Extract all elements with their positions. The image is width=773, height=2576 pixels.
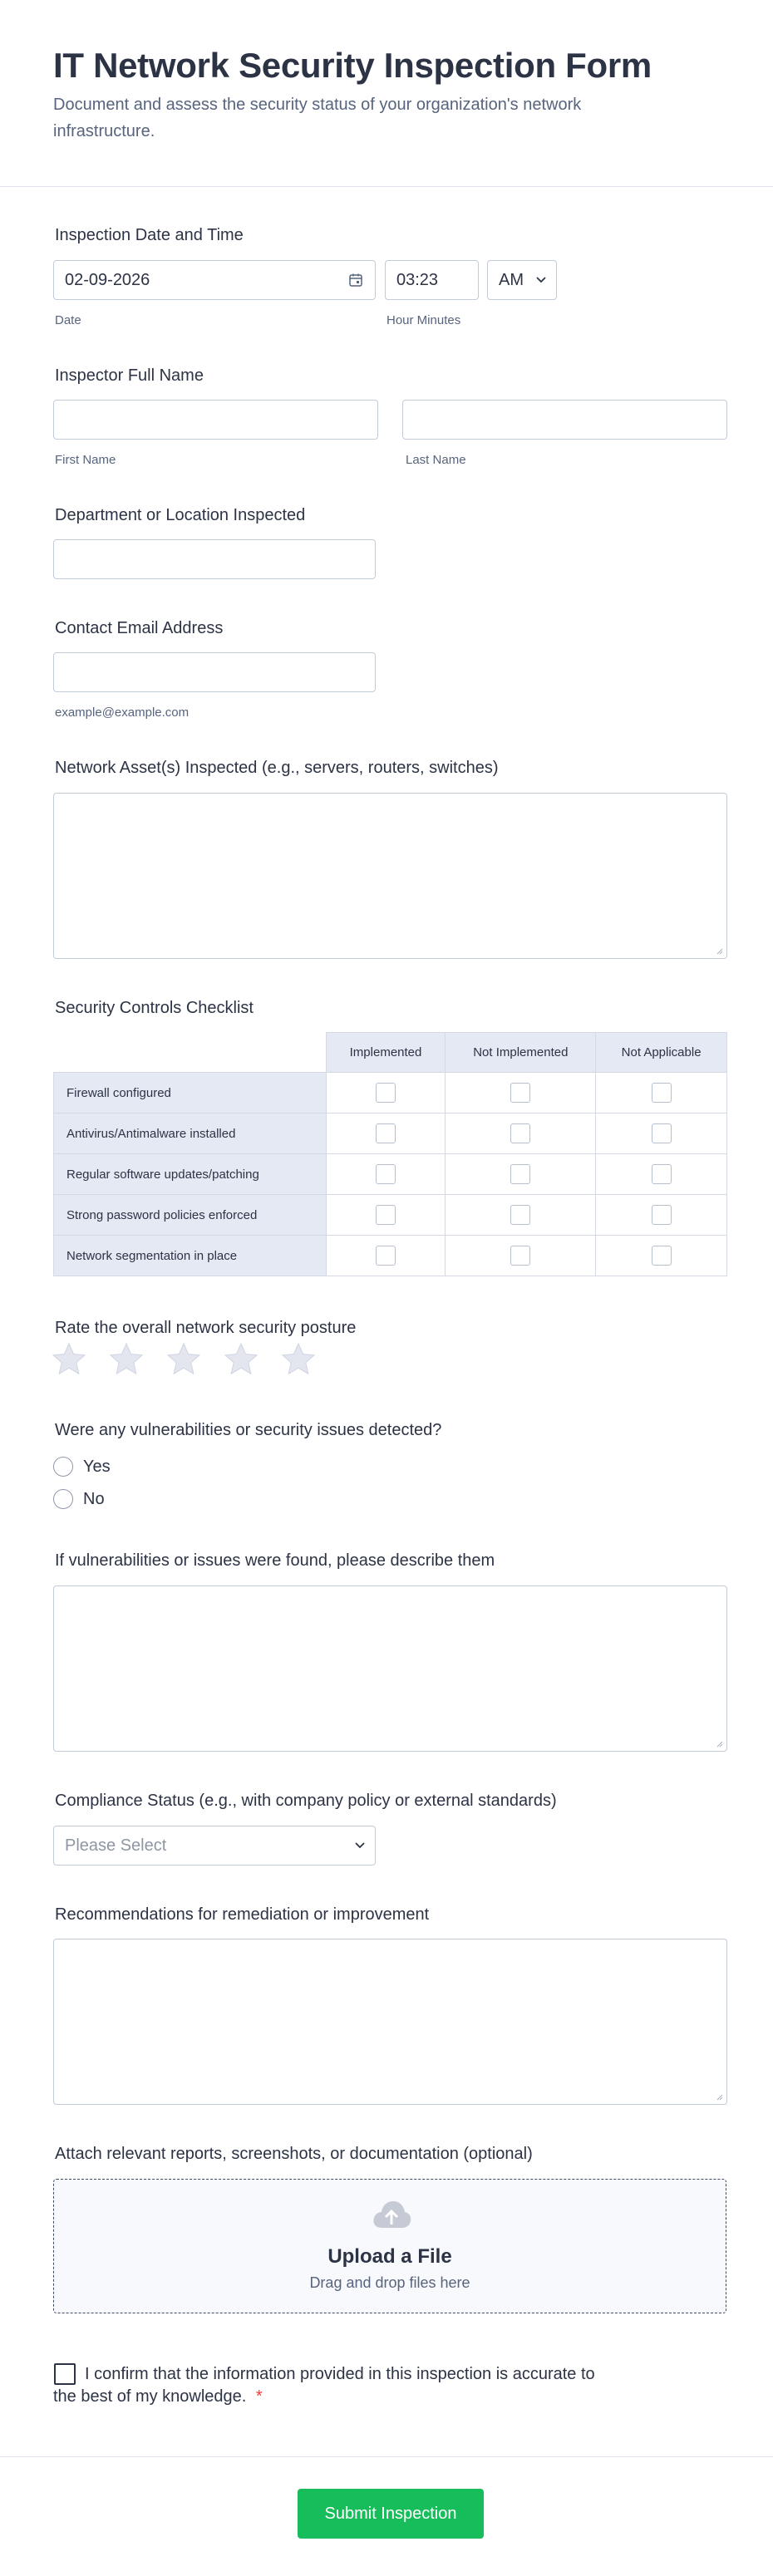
ampm-value: AM <box>499 271 524 289</box>
confirm-line2: the best of my knowledge. <box>53 2387 247 2406</box>
matrix-checkbox[interactable] <box>652 1164 672 1184</box>
matrix-col-header: Implemented <box>326 1033 446 1073</box>
confirm-checkbox[interactable] <box>54 2363 76 2385</box>
assets-label: Network Asset(s) Inspected (e.g., servers, routers, switches) <box>55 759 499 777</box>
last-name-input[interactable] <box>402 400 727 440</box>
resize-handle-icon[interactable] <box>715 2092 723 2101</box>
department-label: Department or Location Inspected <box>55 506 306 524</box>
attachments-label: Attach relevant reports, screenshots, or documentation (optional) <box>55 2145 533 2163</box>
form-title: IT Network Security Inspection Form <box>53 46 652 85</box>
cloud-upload-icon <box>372 2200 411 2229</box>
matrix-checkbox[interactable] <box>652 1246 672 1266</box>
time-value: 03:23 <box>396 271 439 289</box>
chevron-down-icon <box>536 277 546 283</box>
matrix-checkbox[interactable] <box>510 1205 530 1225</box>
upload-title: Upload a File <box>327 2245 452 2268</box>
email-input[interactable] <box>53 652 376 692</box>
matrix-checkbox[interactable] <box>510 1164 530 1184</box>
matrix-row-label: Firewall configured <box>54 1073 327 1113</box>
radio-no-label[interactable]: No <box>83 1490 105 1508</box>
resize-handle-icon[interactable] <box>715 946 723 955</box>
matrix-row <box>54 1113 727 1154</box>
matrix-row <box>54 1236 727 1276</box>
form-header <box>0 0 773 187</box>
matrix-checkbox[interactable] <box>510 1123 530 1143</box>
star-icon[interactable] <box>52 1342 86 1377</box>
chevron-down-icon <box>355 1842 365 1849</box>
first-name-input[interactable] <box>53 400 378 440</box>
inspector-name-label: Inspector Full Name <box>55 366 204 385</box>
upload-subtitle: Drag and drop files here <box>309 2274 470 2291</box>
matrix-row <box>54 1195 727 1236</box>
star-icon[interactable] <box>224 1342 258 1377</box>
radio-yes-label[interactable]: Yes <box>83 1458 111 1476</box>
matrix-row-label: Regular software updates/patching <box>54 1154 327 1195</box>
department-input[interactable] <box>53 539 376 579</box>
matrix-checkbox[interactable] <box>652 1083 672 1103</box>
rating-label: Rate the overall network security posture <box>55 1319 357 1337</box>
matrix-checkbox[interactable] <box>652 1123 672 1143</box>
radio-no[interactable] <box>53 1489 73 1509</box>
star-icon[interactable] <box>281 1342 316 1377</box>
form-subtitle: Document and assess the security status of your organization's network infrastructure. <box>53 96 582 140</box>
matrix-checkbox[interactable] <box>376 1083 396 1103</box>
form-footer <box>0 2456 773 2576</box>
vuln-description-textarea[interactable] <box>53 1585 727 1752</box>
matrix-checkbox[interactable] <box>376 1164 396 1184</box>
email-sublabel: example@example.com <box>55 705 190 720</box>
date-input[interactable] <box>53 260 376 300</box>
matrix-col-header: Not Implemented <box>446 1033 596 1073</box>
matrix-row <box>54 1154 727 1195</box>
checklist-label: Security Controls Checklist <box>55 999 254 1017</box>
inspection-date-label: Inspection Date and Time <box>55 226 244 244</box>
confirm-line2-wrap <box>53 2386 263 2408</box>
time-sublabel: Hour Minutes <box>386 313 461 327</box>
compliance-label: Compliance Status (e.g., with company policy or external standards) <box>55 1792 557 1810</box>
matrix-corner <box>54 1033 327 1073</box>
matrix-checkbox[interactable] <box>510 1246 530 1266</box>
calendar-icon[interactable] <box>348 273 363 288</box>
matrix-checkbox[interactable] <box>376 1246 396 1266</box>
date-sublabel: Date <box>55 313 81 327</box>
recommendations-textarea[interactable] <box>53 1939 727 2105</box>
matrix-checkbox[interactable] <box>510 1083 530 1103</box>
matrix-col-header: Not Applicable <box>596 1033 727 1073</box>
first-name-sublabel: First Name <box>55 453 116 467</box>
submit-button[interactable]: Submit Inspection <box>298 2489 484 2539</box>
recommendations-label: Recommendations for remediation or improvement <box>55 1905 430 1924</box>
compliance-select[interactable] <box>53 1826 376 1866</box>
email-label: Contact Email Address <box>55 619 224 637</box>
matrix-row-label: Network segmentation in place <box>54 1236 327 1276</box>
radio-yes[interactable] <box>53 1457 73 1477</box>
assets-textarea[interactable] <box>53 793 727 959</box>
vuln-description-label: If vulnerabilities or issues were found, please describe them <box>55 1551 495 1570</box>
matrix-checkbox[interactable] <box>652 1205 672 1225</box>
matrix-checkbox[interactable] <box>376 1205 396 1225</box>
file-upload-dropzone[interactable] <box>53 2179 726 2313</box>
matrix-row <box>54 1073 727 1113</box>
matrix-row-label: Antivirus/Antimalware installed <box>54 1113 327 1154</box>
date-value: 02-09-2026 <box>65 271 150 289</box>
ampm-select[interactable] <box>487 260 557 300</box>
last-name-sublabel: Last Name <box>406 453 466 467</box>
star-icon[interactable] <box>166 1342 201 1377</box>
security-checklist-matrix <box>53 1032 727 1276</box>
vulnerabilities-label: Were any vulnerabilities or security issues detected? <box>55 1421 442 1439</box>
required-mark: * <box>255 2387 263 2406</box>
compliance-placeholder: Please Select <box>65 1836 167 1855</box>
time-input[interactable] <box>385 260 479 300</box>
matrix-checkbox[interactable] <box>376 1123 396 1143</box>
confirm-line1: I confirm that the information provided in this inspection is accurate to <box>85 2365 595 2383</box>
matrix-row-label: Strong password policies enforced <box>54 1195 327 1236</box>
resize-handle-icon[interactable] <box>715 1739 723 1748</box>
star-icon[interactable] <box>109 1342 144 1377</box>
